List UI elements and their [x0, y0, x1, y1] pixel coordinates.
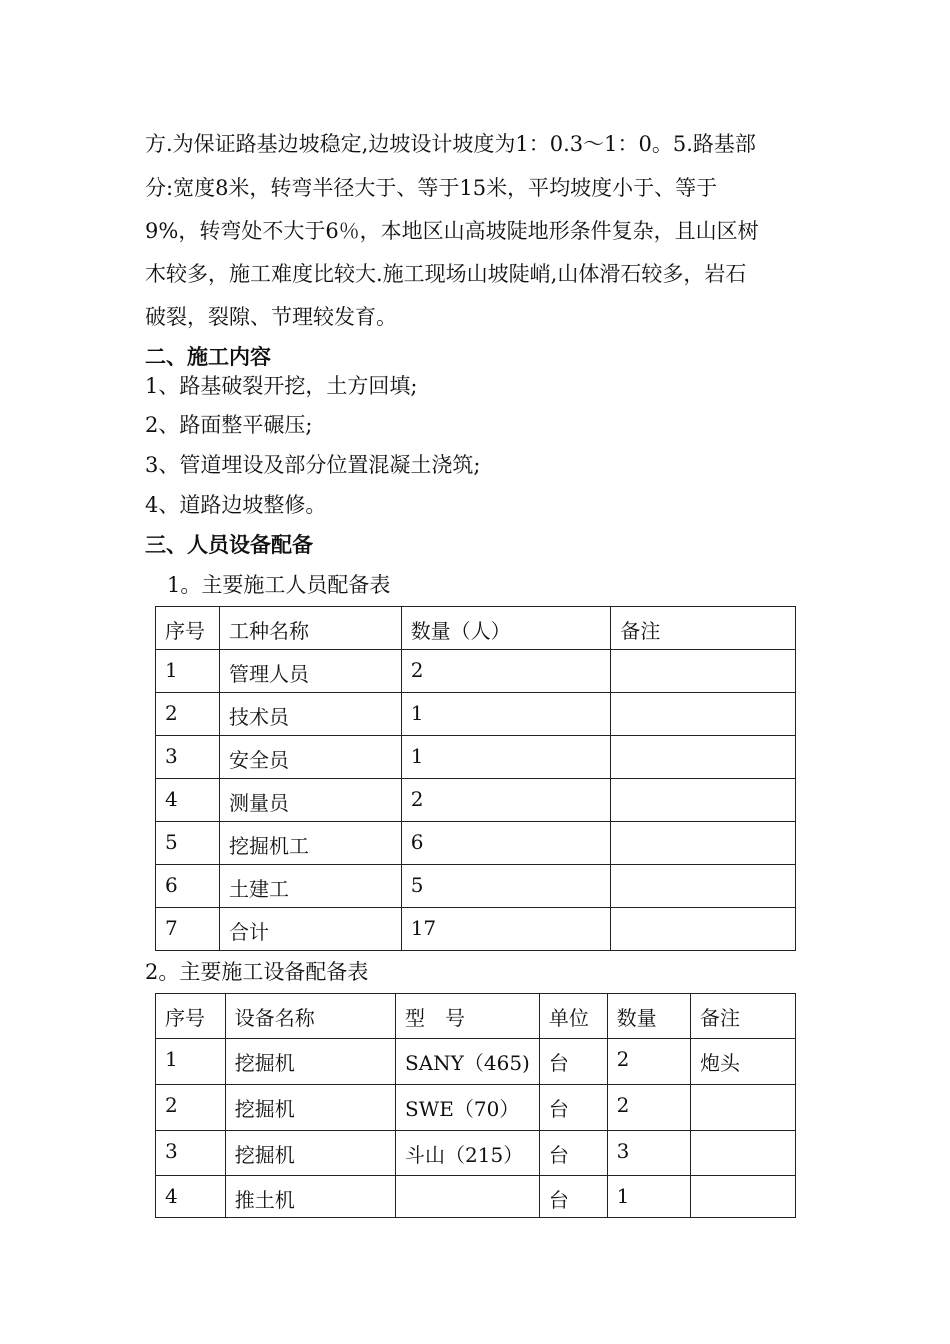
header-cell: 备注 [691, 994, 796, 1039]
table-cell [691, 1176, 796, 1218]
table-cell: 5 [156, 822, 220, 865]
table-row [156, 1039, 796, 1085]
table-cell [611, 693, 796, 736]
section2-item-4: 4、道路边坡整修。 [145, 493, 327, 517]
intro-line-5: 破裂，裂隙、节理较发育。 [145, 305, 397, 329]
table-cell [611, 736, 796, 779]
table-cell: 管理人员 [219, 650, 401, 693]
table-cell: 挖掘机工 [219, 822, 401, 865]
table-cell: 2 [401, 779, 611, 822]
header-cell: 备注 [611, 607, 796, 650]
table2-caption: 2。主要施工设备配备表 [145, 960, 369, 984]
table-row [156, 1176, 796, 1218]
table-row [156, 1131, 796, 1176]
table-cell: 挖掘机 [225, 1131, 395, 1176]
personnel-table [155, 606, 796, 951]
table-cell: 2 [156, 693, 220, 736]
table-cell: 1 [401, 693, 611, 736]
table-cell: 2 [401, 650, 611, 693]
table-cell: 挖掘机 [225, 1085, 395, 1131]
table-cell: 合计 [219, 908, 401, 951]
table-row [156, 650, 796, 693]
table-cell [691, 1131, 796, 1176]
table-cell: 1 [607, 1176, 690, 1218]
intro-line-3: 9%，转弯处不大于6％，本地区山高坡陡地形条件复杂，且山区树 [145, 219, 759, 243]
table-row [156, 865, 796, 908]
section3-heading: 三、人员设备配备 [145, 532, 313, 557]
table-cell: 3 [156, 736, 220, 779]
table-cell: SANY（465) [396, 1039, 540, 1085]
header-cell: 工种名称 [219, 607, 401, 650]
table-row [156, 693, 796, 736]
table-cell: 技术员 [219, 693, 401, 736]
table-cell: 1 [156, 650, 220, 693]
table-cell: 2 [156, 1085, 226, 1131]
header-cell: 数量（人） [401, 607, 611, 650]
table-cell: 4 [156, 779, 220, 822]
header-cell: 设备名称 [225, 994, 395, 1039]
section2-item-2: 2、路面整平碾压; [145, 413, 313, 437]
table-cell [611, 908, 796, 951]
table-header-row [156, 994, 796, 1039]
header-cell: 数量 [607, 994, 690, 1039]
table-cell: 斗山（215） [396, 1131, 540, 1176]
table-cell [691, 1085, 796, 1131]
header-cell: 序号 [156, 994, 226, 1039]
table1-caption: 1。主要施工人员配备表 [167, 573, 391, 597]
table-row [156, 779, 796, 822]
intro-line-2: 分:宽度8米，转弯半径大于、等于15米，平均坡度小于、等于 [145, 176, 718, 200]
table-header-row [156, 607, 796, 650]
table-cell: 1 [156, 1039, 226, 1085]
table-cell: 7 [156, 908, 220, 951]
table-cell: 炮头 [691, 1039, 796, 1085]
table-cell: SWE（70） [396, 1085, 540, 1131]
table-cell: 6 [156, 865, 220, 908]
intro-line-4: 木较多，施工难度比较大.施工现场山坡陡峭,山体滑石较多，岩石 [145, 262, 747, 286]
header-cell: 单位 [539, 994, 607, 1039]
table-cell: 2 [607, 1039, 690, 1085]
table-cell [611, 650, 796, 693]
table-cell: 台 [539, 1039, 607, 1085]
table-cell [611, 822, 796, 865]
table-cell: 台 [539, 1131, 607, 1176]
table-cell: 17 [401, 908, 611, 951]
table-cell: 挖掘机 [225, 1039, 395, 1085]
header-cell: 序号 [156, 607, 220, 650]
table-row [156, 908, 796, 951]
table-cell: 1 [401, 736, 611, 779]
header-cell: 型 号 [396, 994, 540, 1039]
table-cell: 3 [607, 1131, 690, 1176]
section2-heading: 二、施工内容 [145, 344, 271, 369]
table-cell: 2 [607, 1085, 690, 1131]
table-cell: 5 [401, 865, 611, 908]
table-cell [611, 865, 796, 908]
table-row [156, 1085, 796, 1131]
table-cell: 测量员 [219, 779, 401, 822]
table-row [156, 736, 796, 779]
table-cell: 土建工 [219, 865, 401, 908]
equipment-table [155, 993, 796, 1218]
table-cell [396, 1176, 540, 1218]
section2-item-1: 1、路基破裂开挖，土方回填; [145, 374, 418, 398]
section2-item-3: 3、管道埋设及部分位置混凝土浇筑; [145, 453, 481, 477]
table-cell [611, 779, 796, 822]
table-cell: 推土机 [225, 1176, 395, 1218]
table-cell: 安全员 [219, 736, 401, 779]
table-cell: 6 [401, 822, 611, 865]
table-cell: 4 [156, 1176, 226, 1218]
table-cell: 台 [539, 1176, 607, 1218]
intro-line-1: 方.为保证路基边坡稳定,边坡设计坡度为1：0.3～1：0。5.路基部 [145, 132, 756, 156]
table-row [156, 822, 796, 865]
table-cell: 台 [539, 1085, 607, 1131]
table-cell: 3 [156, 1131, 226, 1176]
